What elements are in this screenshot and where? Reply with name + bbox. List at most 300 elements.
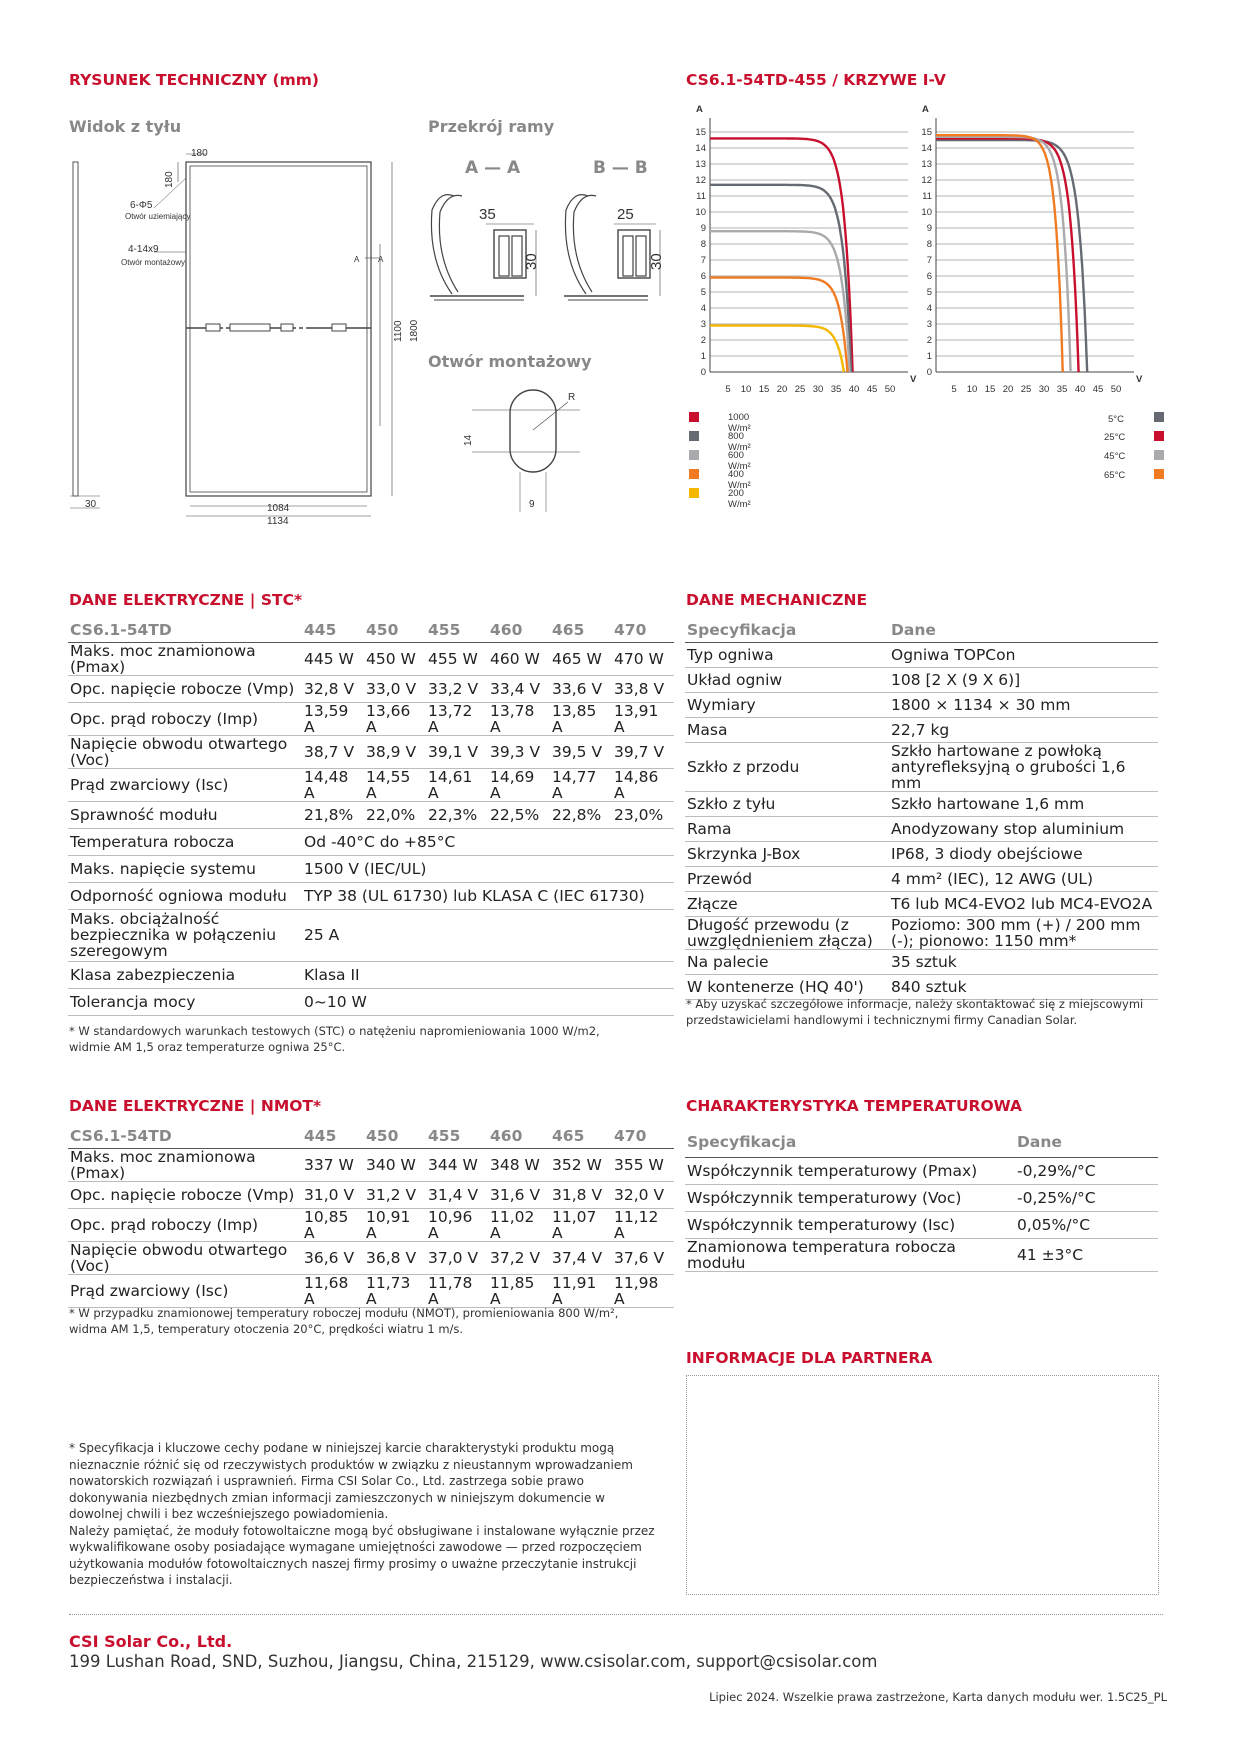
nmot-cell: 31,4 V xyxy=(428,1185,479,1204)
stc-cell: 33,6 V xyxy=(552,679,603,698)
iv-curve-1000Wm xyxy=(710,138,853,372)
footer-divider xyxy=(69,1614,1163,1615)
y-tick-label: 12 xyxy=(695,175,706,186)
drawing-title: RYSUNEK TECHNICZNY (mm) xyxy=(69,71,319,89)
legend-swatch-65c xyxy=(1154,469,1164,479)
stc-row-label: Prąd zwarciowy (Isc) xyxy=(70,775,229,794)
nmot-cell: 340 W xyxy=(366,1155,416,1174)
mech-note: * Aby uzyskać szczegółowe informacje, należy skontaktować się z miejscowymi przedstawicielami handlowymi i technicznymi firmy Canadian Solar. xyxy=(686,997,1144,1027)
nmot-header-model: CS6.1-54TD xyxy=(70,1126,172,1145)
stc-cell: 13,72 A xyxy=(428,701,473,736)
stc-row-label: Opc. prąd roboczy (Imp) xyxy=(70,709,259,728)
stc-cell: 22,5% xyxy=(490,805,540,824)
rear-view-panel xyxy=(154,154,392,516)
mech-row-label: Układ ogniw xyxy=(687,670,783,689)
legend-swatch-5c xyxy=(1154,412,1164,422)
stc-cell: 13,66 A xyxy=(366,701,411,736)
disclaimer-text-1: * Specyfikacja i kluczowe cechy podane w niniejszej karcie charakterystyki produktu mogą nieznacznie różnić się od rzeczywistych produktów w związku z nieustannym wprowadzaniem nowatorskich rozwiązań i usprawnień. Firma CSI Solar Co., Ltd. zastrzega sobie prawo dokonywania niezbędnych zmian informacji zamieszczonych w niniejszym dokumencie w dowolnej chwili i bez wcześniejszego powiadomienia. xyxy=(69,1441,633,1521)
nmot-cell: 11,78 A xyxy=(428,1273,473,1308)
mech-row xyxy=(685,791,1158,816)
y-tick-label: 0 xyxy=(700,367,706,378)
x-tick-label: 30 xyxy=(812,384,824,395)
temp-row xyxy=(685,1157,1158,1184)
disclaimer xyxy=(69,1440,659,1589)
nmot-cell: 11,73 A xyxy=(366,1273,411,1308)
footer-address: 199 Lushan Road, SND, Suzhou, Jiangsu, China, 215129, www.csisolar.com, support@csisolar.com xyxy=(69,1652,878,1671)
stc-cell: 23,0% xyxy=(614,805,664,824)
y-tick-label: 9 xyxy=(700,223,706,234)
nmot-cell: 37,2 V xyxy=(490,1248,541,1267)
mech-row xyxy=(685,949,1158,974)
x-tick-label: 50 xyxy=(884,384,896,395)
nmot-row xyxy=(68,1241,674,1274)
y-tick-label: 11 xyxy=(696,191,706,202)
mech-row xyxy=(685,667,1158,692)
y-axis-label: A xyxy=(922,104,929,115)
nmot-cell: 355 W xyxy=(614,1155,664,1174)
nmot-row-label: Prąd zwarciowy (Isc) xyxy=(70,1281,229,1300)
nmot-cell: 11,91 A xyxy=(552,1273,597,1308)
stc-title: DANE ELEKTRYCZNE | STC* xyxy=(69,591,303,609)
nmot-header-455: 455 xyxy=(428,1126,461,1145)
dim-180-top: 180 xyxy=(191,148,208,159)
stc-row xyxy=(68,909,674,961)
nmot-cell: 36,8 V xyxy=(366,1248,417,1267)
y-tick-label: 1 xyxy=(926,351,932,362)
nmot-cell: 11,85 A xyxy=(490,1273,535,1308)
legend-600: 600 W/m² xyxy=(728,450,751,472)
mech-cell: 1800 × 1134 × 30 mm xyxy=(891,695,1071,714)
stc-cell: 33,2 V xyxy=(428,679,479,698)
nmot-cell: 11,07 A xyxy=(552,1207,597,1242)
stc-cell: Od -40°C do +85°C xyxy=(304,832,456,851)
temp-header-row xyxy=(685,1127,1158,1157)
mech-row xyxy=(685,916,1158,949)
legend-swatch-200 xyxy=(689,488,699,498)
mech-header-row xyxy=(685,618,1158,642)
stc-header-465: 465 xyxy=(552,620,585,639)
section-bb-label: B — B xyxy=(593,158,648,178)
nmot-row xyxy=(68,1274,674,1307)
stc-cell: 39,1 V xyxy=(428,742,479,761)
x-axis-label: V xyxy=(910,374,917,385)
nmot-cell: 11,98 A xyxy=(614,1273,659,1308)
mech-cell: Szkło hartowane 1,6 mm xyxy=(891,794,1085,813)
stc-cell: 13,59 A xyxy=(304,701,349,736)
nmot-cell: 11,68 A xyxy=(304,1273,349,1308)
x-tick-label: 45 xyxy=(866,384,878,395)
y-axis-label: A xyxy=(696,104,703,115)
mech-row-label: Typ ogniwa xyxy=(687,645,774,664)
stc-row xyxy=(68,801,674,828)
stc-cell: 33,8 V xyxy=(614,679,665,698)
iv-curve-65C xyxy=(936,135,1063,372)
nmot-row-label: Napięcie obwodu otwartego (Voc) xyxy=(70,1240,288,1275)
mark-a2: A xyxy=(378,255,384,264)
stc-cell: 13,91 A xyxy=(614,701,659,736)
stc-cell: 39,3 V xyxy=(490,742,541,761)
mech-row xyxy=(685,717,1158,742)
mech-cell: Ogniwa TOPCon xyxy=(891,645,1016,664)
stc-cell: 33,4 V xyxy=(490,679,541,698)
partner-box xyxy=(686,1375,1159,1595)
stc-header-445: 445 xyxy=(304,620,337,639)
stc-cell: 32,8 V xyxy=(304,679,355,698)
nmot-row-label: Opc. napięcie robocze (Vmp) xyxy=(70,1185,295,1204)
y-tick-label: 7 xyxy=(700,255,706,266)
y-tick-label: 1 xyxy=(700,351,706,362)
technical-drawing xyxy=(0,0,700,540)
nmot-cell: 11,02 A xyxy=(490,1207,535,1242)
stc-cell: 1500 V (IEC/UL) xyxy=(304,859,427,878)
stc-note: * W standardowych warunkach testowych (STC) o natężeniu napromieniowania 1000 W/m2, widmie AM 1,5 oraz temperaturze ogniwa 25°C. xyxy=(69,1024,600,1054)
mech-row-label: Na palecie xyxy=(687,952,769,971)
y-tick-label: 0 xyxy=(926,367,932,378)
temp-cell: -0,29%/°C xyxy=(1017,1161,1096,1180)
temp-row-label: Znamionowa temperatura robocza modułu xyxy=(687,1237,956,1272)
dim-180-side: 180 xyxy=(164,171,175,188)
nmot-cell: 10,91 A xyxy=(366,1207,411,1242)
mech-title: DANE MECHANICZNE xyxy=(686,591,868,609)
x-axis-label: V xyxy=(1136,374,1143,385)
legend-swatch-600 xyxy=(689,450,699,460)
mech-row-label: Długość przewodu (z uwzględnieniem złącza) xyxy=(687,915,873,950)
side-profile xyxy=(70,162,100,508)
nmot-cell: 352 W xyxy=(552,1155,602,1174)
legend-200: 200 W/m² xyxy=(728,488,751,510)
stc-row-label: Temperatura robocza xyxy=(70,832,235,851)
y-tick-label: 8 xyxy=(926,239,932,250)
y-tick-label: 6 xyxy=(700,271,706,282)
nmot-row xyxy=(68,1208,674,1241)
stc-row xyxy=(68,961,674,988)
nmot-cell: 32,0 V xyxy=(614,1185,665,1204)
stc-cell: 450 W xyxy=(366,649,416,668)
mech-row-label: Wymiary xyxy=(687,695,756,714)
stc-cell: 14,77 A xyxy=(552,767,597,802)
nmot-cell: 337 W xyxy=(304,1155,354,1174)
stc-cell: 14,48 A xyxy=(304,767,349,802)
dim-1100: 1100 xyxy=(393,320,404,342)
stc-cell: 470 W xyxy=(614,649,664,668)
mech-row-label: Rama xyxy=(687,819,732,838)
stc-cell: 14,86 A xyxy=(614,767,659,802)
stc-row-label: Opc. napięcie robocze (Vmp) xyxy=(70,679,295,698)
temp-row-label: Współczynnik temperaturowy (Voc) xyxy=(687,1188,962,1207)
dim-1134: 1134 xyxy=(267,516,289,527)
legend-swatch-800 xyxy=(689,431,699,441)
temp-row-label: Współczynnik temperaturowy (Pmax) xyxy=(687,1161,978,1180)
y-tick-label: 10 xyxy=(695,207,706,218)
x-tick-label: 15 xyxy=(758,384,770,395)
stc-cell: 14,69 A xyxy=(490,767,535,802)
mech-row-label: Przewód xyxy=(687,869,753,888)
y-tick-label: 4 xyxy=(700,303,706,314)
dim-4x14: 4-14x9 xyxy=(128,244,159,255)
stc-row xyxy=(68,828,674,855)
mech-row-label: Złącze xyxy=(687,894,738,913)
stc-row xyxy=(68,988,674,1015)
nmot-cell: 37,0 V xyxy=(428,1248,479,1267)
stc-row-label: Maks. moc znamionowa (Pmax) xyxy=(70,641,256,676)
nmot-row xyxy=(68,1181,674,1208)
mech-row xyxy=(685,841,1158,866)
frame-section-label: Przekrój ramy xyxy=(428,117,555,136)
mech-row xyxy=(685,692,1158,717)
x-tick-label: 50 xyxy=(1110,384,1122,395)
dim-30-b: 30 xyxy=(648,253,665,270)
dim-9: 9 xyxy=(529,499,535,510)
x-tick-label: 40 xyxy=(848,384,860,395)
iv-title: CS6.1-54TD-455 / KRZYWE I-V xyxy=(686,71,946,89)
stc-header-455: 455 xyxy=(428,620,461,639)
dim-14: 14 xyxy=(463,434,474,446)
footer-legal: Lipiec 2024. Wszelkie prawa zastrzeżone, Karta danych modułu wer. 1.5C25_PL xyxy=(709,1690,1167,1704)
x-tick-label: 35 xyxy=(830,384,842,395)
y-tick-label: 15 xyxy=(921,127,932,138)
stc-header-450: 450 xyxy=(366,620,399,639)
y-tick-label: 12 xyxy=(921,175,932,186)
x-tick-label: 10 xyxy=(740,384,752,395)
mech-row xyxy=(685,642,1158,667)
dim-1084: 1084 xyxy=(267,503,290,514)
legend-1000: 1000 W/m² xyxy=(728,412,751,434)
x-tick-label: 5 xyxy=(951,384,957,395)
stc-cell: TYP 38 (UL 61730) lub KLASA C (IEC 61730) xyxy=(304,886,645,905)
stc-cell: Klasa II xyxy=(304,965,360,984)
nmot-title: DANE ELEKTRYCZNE | NMOT* xyxy=(69,1097,322,1115)
nmot-header-450: 450 xyxy=(366,1126,399,1145)
mech-row-label: Szkło z przodu xyxy=(687,757,800,776)
y-tick-label: 5 xyxy=(700,287,706,298)
temp-row xyxy=(685,1184,1158,1211)
stc-cell: 38,7 V xyxy=(304,742,355,761)
mech-row-label: Szkło z tyłu xyxy=(687,794,776,813)
legend-swatch-45c xyxy=(1154,450,1164,460)
stc-cell: 33,0 V xyxy=(366,679,417,698)
y-tick-label: 15 xyxy=(695,127,706,138)
y-tick-label: 4 xyxy=(926,303,932,314)
nmot-cell: 11,12 A xyxy=(614,1207,659,1242)
mech-cell: 840 sztuk xyxy=(891,977,967,996)
stc-row-label: Odporność ogniowa modułu xyxy=(70,886,287,905)
legend-swatch-25c xyxy=(1154,431,1164,441)
dim-25: 25 xyxy=(617,206,634,223)
x-tick-label: 25 xyxy=(1020,384,1032,395)
section-aa-label: A — A xyxy=(465,158,521,178)
temp-row xyxy=(685,1211,1158,1238)
stc-row-label: Klasa zabezpieczenia xyxy=(70,965,236,984)
partner-title: INFORMACJE DLA PARTNERA xyxy=(686,1349,933,1367)
y-tick-label: 2 xyxy=(926,335,932,346)
mech-cell: IP68, 3 diody obejściowe xyxy=(891,844,1083,863)
legend-65c: 65°C xyxy=(1104,470,1126,481)
y-tick-label: 9 xyxy=(926,223,932,234)
x-tick-label: 20 xyxy=(1002,384,1014,395)
disclaimer-text-2: Należy pamiętać, że moduły fotowoltaiczne mogą być obsługiwane i instalowane wyłącznie przez wykwalifikowane osoby posiadające wymagane umiejętności zawodowe — przed rozpoczęciem użytkowania modułów fotowoltaicznych naszej firmy prosimy o uważne przeczytanie instrukcji bezpieczeństwa i instalacji. xyxy=(69,1523,655,1587)
mech-cell: Szkło hartowane z powłoką antyrefleksyjną o grubości 1,6 mm xyxy=(891,741,1126,792)
y-tick-label: 10 xyxy=(921,207,932,218)
temp-title: CHARAKTERYSTYKA TEMPERATUROWA xyxy=(686,1097,1023,1115)
mounting-slot-drawing xyxy=(472,390,580,512)
iv-curve-600Wm xyxy=(710,231,850,372)
temp-header-data: Dane xyxy=(1017,1132,1062,1151)
nmot-cell: 348 W xyxy=(490,1155,540,1174)
stc-cell: 13,85 A xyxy=(552,701,597,736)
stc-cell: 39,5 V xyxy=(552,742,603,761)
mech-row xyxy=(685,742,1158,791)
y-tick-label: 7 xyxy=(926,255,932,266)
nmot-cell: 31,2 V xyxy=(366,1185,417,1204)
nmot-cell: 31,6 V xyxy=(490,1185,541,1204)
y-tick-label: 13 xyxy=(695,159,706,170)
mounting-hole-label: Otwór montażowy xyxy=(428,352,592,371)
nmot-cell: 10,85 A xyxy=(304,1207,349,1242)
stc-cell: 39,7 V xyxy=(614,742,665,761)
legend-800: 800 W/m² xyxy=(728,431,751,453)
x-tick-label: 25 xyxy=(794,384,806,395)
dim-35: 35 xyxy=(479,206,496,223)
nmot-header-465: 465 xyxy=(552,1126,585,1145)
stc-row-label: Napięcie obwodu otwartego (Voc) xyxy=(70,734,288,769)
stc-row-label: Maks. napięcie systemu xyxy=(70,859,256,878)
y-tick-label: 11 xyxy=(922,191,932,202)
temp-table xyxy=(685,1127,1158,1272)
stc-cell: 22,3% xyxy=(428,805,478,824)
y-tick-label: 6 xyxy=(926,271,932,282)
temp-cell: 0,05%/°C xyxy=(1017,1215,1091,1234)
stc-cell: 22,0% xyxy=(366,805,416,824)
x-tick-label: 45 xyxy=(1092,384,1104,395)
nmot-row-label: Maks. moc znamionowa (Pmax) xyxy=(70,1147,256,1182)
mech-cell: 108 [2 X (9 X 6)] xyxy=(891,670,1021,689)
mech-cell: 22,7 kg xyxy=(891,720,950,739)
dim-30: 30 xyxy=(85,499,97,510)
stc-row xyxy=(68,855,674,882)
nmot-row xyxy=(68,1148,674,1181)
stc-row xyxy=(68,768,674,801)
mech-cell: Anodyzowany stop aluminium xyxy=(891,819,1125,838)
mech-table xyxy=(685,618,1158,1000)
y-tick-label: 5 xyxy=(926,287,932,298)
x-tick-label: 30 xyxy=(1038,384,1050,395)
mech-row-label: W kontenerze (HQ 40') xyxy=(687,977,864,996)
stc-row xyxy=(68,642,674,675)
iv-curve-200Wm xyxy=(710,326,844,372)
mech-cell: T6 lub MC4-EVO2 lub MC4-EVO2A xyxy=(891,894,1153,913)
mech-cell: 4 mm² (IEC), 12 AWG (UL) xyxy=(891,869,1094,888)
nmot-table xyxy=(68,1124,674,1308)
legend-25c: 25°C xyxy=(1104,432,1126,443)
stc-cell: 455 W xyxy=(428,649,478,668)
dim-r: R xyxy=(568,392,576,403)
y-tick-label: 3 xyxy=(926,319,932,330)
stc-cell: 25 A xyxy=(304,926,340,944)
temp-cell: 41 ±3°C xyxy=(1017,1245,1084,1264)
dim-30-a: 30 xyxy=(523,253,540,270)
nmot-cell: 36,6 V xyxy=(304,1248,355,1267)
dim-6phi5: 6-Φ5 xyxy=(130,200,153,211)
x-tick-label: 15 xyxy=(984,384,996,395)
stc-cell: 14,55 A xyxy=(366,767,411,802)
y-tick-label: 13 xyxy=(921,159,932,170)
nmot-header-row xyxy=(68,1124,674,1148)
y-tick-label: 14 xyxy=(695,143,706,154)
stc-header-row xyxy=(68,618,674,642)
stc-cell: 445 W xyxy=(304,649,354,668)
mech-row xyxy=(685,866,1158,891)
mech-row xyxy=(685,816,1158,841)
mech-cell: Poziomo: 300 mm (+) / 200 mm (-); pionowo: 1150 mm* xyxy=(891,915,1141,950)
stc-cell: 465 W xyxy=(552,649,602,668)
stc-cell: 460 W xyxy=(490,649,540,668)
mech-row-label: Masa xyxy=(687,720,728,739)
y-tick-label: 3 xyxy=(700,319,706,330)
mech-row-label: Skrzynka J-Box xyxy=(687,844,801,863)
mark-a1: A xyxy=(354,255,360,264)
temp-cell: -0,25%/°C xyxy=(1017,1188,1096,1207)
nmot-header-460: 460 xyxy=(490,1126,523,1145)
stc-header-model: CS6.1-54TD xyxy=(70,620,172,639)
y-tick-label: 14 xyxy=(921,143,932,154)
x-tick-label: 35 xyxy=(1056,384,1068,395)
stc-cell: 13,78 A xyxy=(490,701,535,736)
stc-row xyxy=(68,735,674,768)
stc-header-460: 460 xyxy=(490,620,523,639)
stc-row-label: Tolerancja mocy xyxy=(70,992,196,1011)
mech-header-data: Dane xyxy=(891,620,936,639)
nmot-cell: 31,0 V xyxy=(304,1185,355,1204)
stc-row-label: Sprawność modułu xyxy=(70,805,218,824)
stc-cell: 22,8% xyxy=(552,805,602,824)
legend-swatch-1000 xyxy=(689,412,699,422)
temp-row-label: Współczynnik temperaturowy (Isc) xyxy=(687,1215,956,1234)
nmot-cell: 344 W xyxy=(428,1155,478,1174)
legend-45c: 45°C xyxy=(1104,451,1126,462)
dim-1800: 1800 xyxy=(409,319,420,342)
nmot-header-470: 470 xyxy=(614,1126,647,1145)
mech-row xyxy=(685,891,1158,916)
rear-view-label: Widok z tyłu xyxy=(69,117,182,136)
y-tick-label: 8 xyxy=(700,239,706,250)
x-tick-label: 10 xyxy=(966,384,978,395)
stc-table xyxy=(68,618,674,1016)
x-tick-label: 40 xyxy=(1074,384,1086,395)
nmot-cell: 10,96 A xyxy=(428,1207,473,1242)
nmot-cell: 37,4 V xyxy=(552,1248,603,1267)
legend-5c: 5°C xyxy=(1108,414,1124,425)
stc-header-470: 470 xyxy=(614,620,647,639)
x-tick-label: 5 xyxy=(725,384,731,395)
nmot-note: * W przypadku znamionowej temperatury roboczej modułu (NMOT), promieniowania 800 W/m², widma AM 1,5, temperatury otoczenia 20°C, prędkości wiatru 1 m/s. xyxy=(69,1306,619,1336)
nmot-cell: 37,6 V xyxy=(614,1248,665,1267)
mech-cell: 35 sztuk xyxy=(891,952,957,971)
ground-hole-label: Otwór uziemiający xyxy=(125,212,191,221)
legend-400: 400 W/m² xyxy=(728,469,751,491)
temp-header-spec: Specyfikacja xyxy=(687,1132,797,1151)
temp-row xyxy=(685,1238,1158,1271)
stc-cell: 0~10 W xyxy=(304,992,367,1011)
stc-cell: 21,8% xyxy=(304,805,354,824)
x-tick-label: 20 xyxy=(776,384,788,395)
section-bb-drawing xyxy=(564,195,660,300)
nmot-row-label: Opc. prąd roboczy (Imp) xyxy=(70,1215,259,1234)
stc-row-label: Maks. obciążalność bezpiecznika w połączeniu szeregowym xyxy=(70,910,277,960)
stc-cell: 14,61 A xyxy=(428,767,473,802)
nmot-cell: 31,8 V xyxy=(552,1185,603,1204)
stc-row xyxy=(68,882,674,909)
legend-swatch-400 xyxy=(689,469,699,479)
